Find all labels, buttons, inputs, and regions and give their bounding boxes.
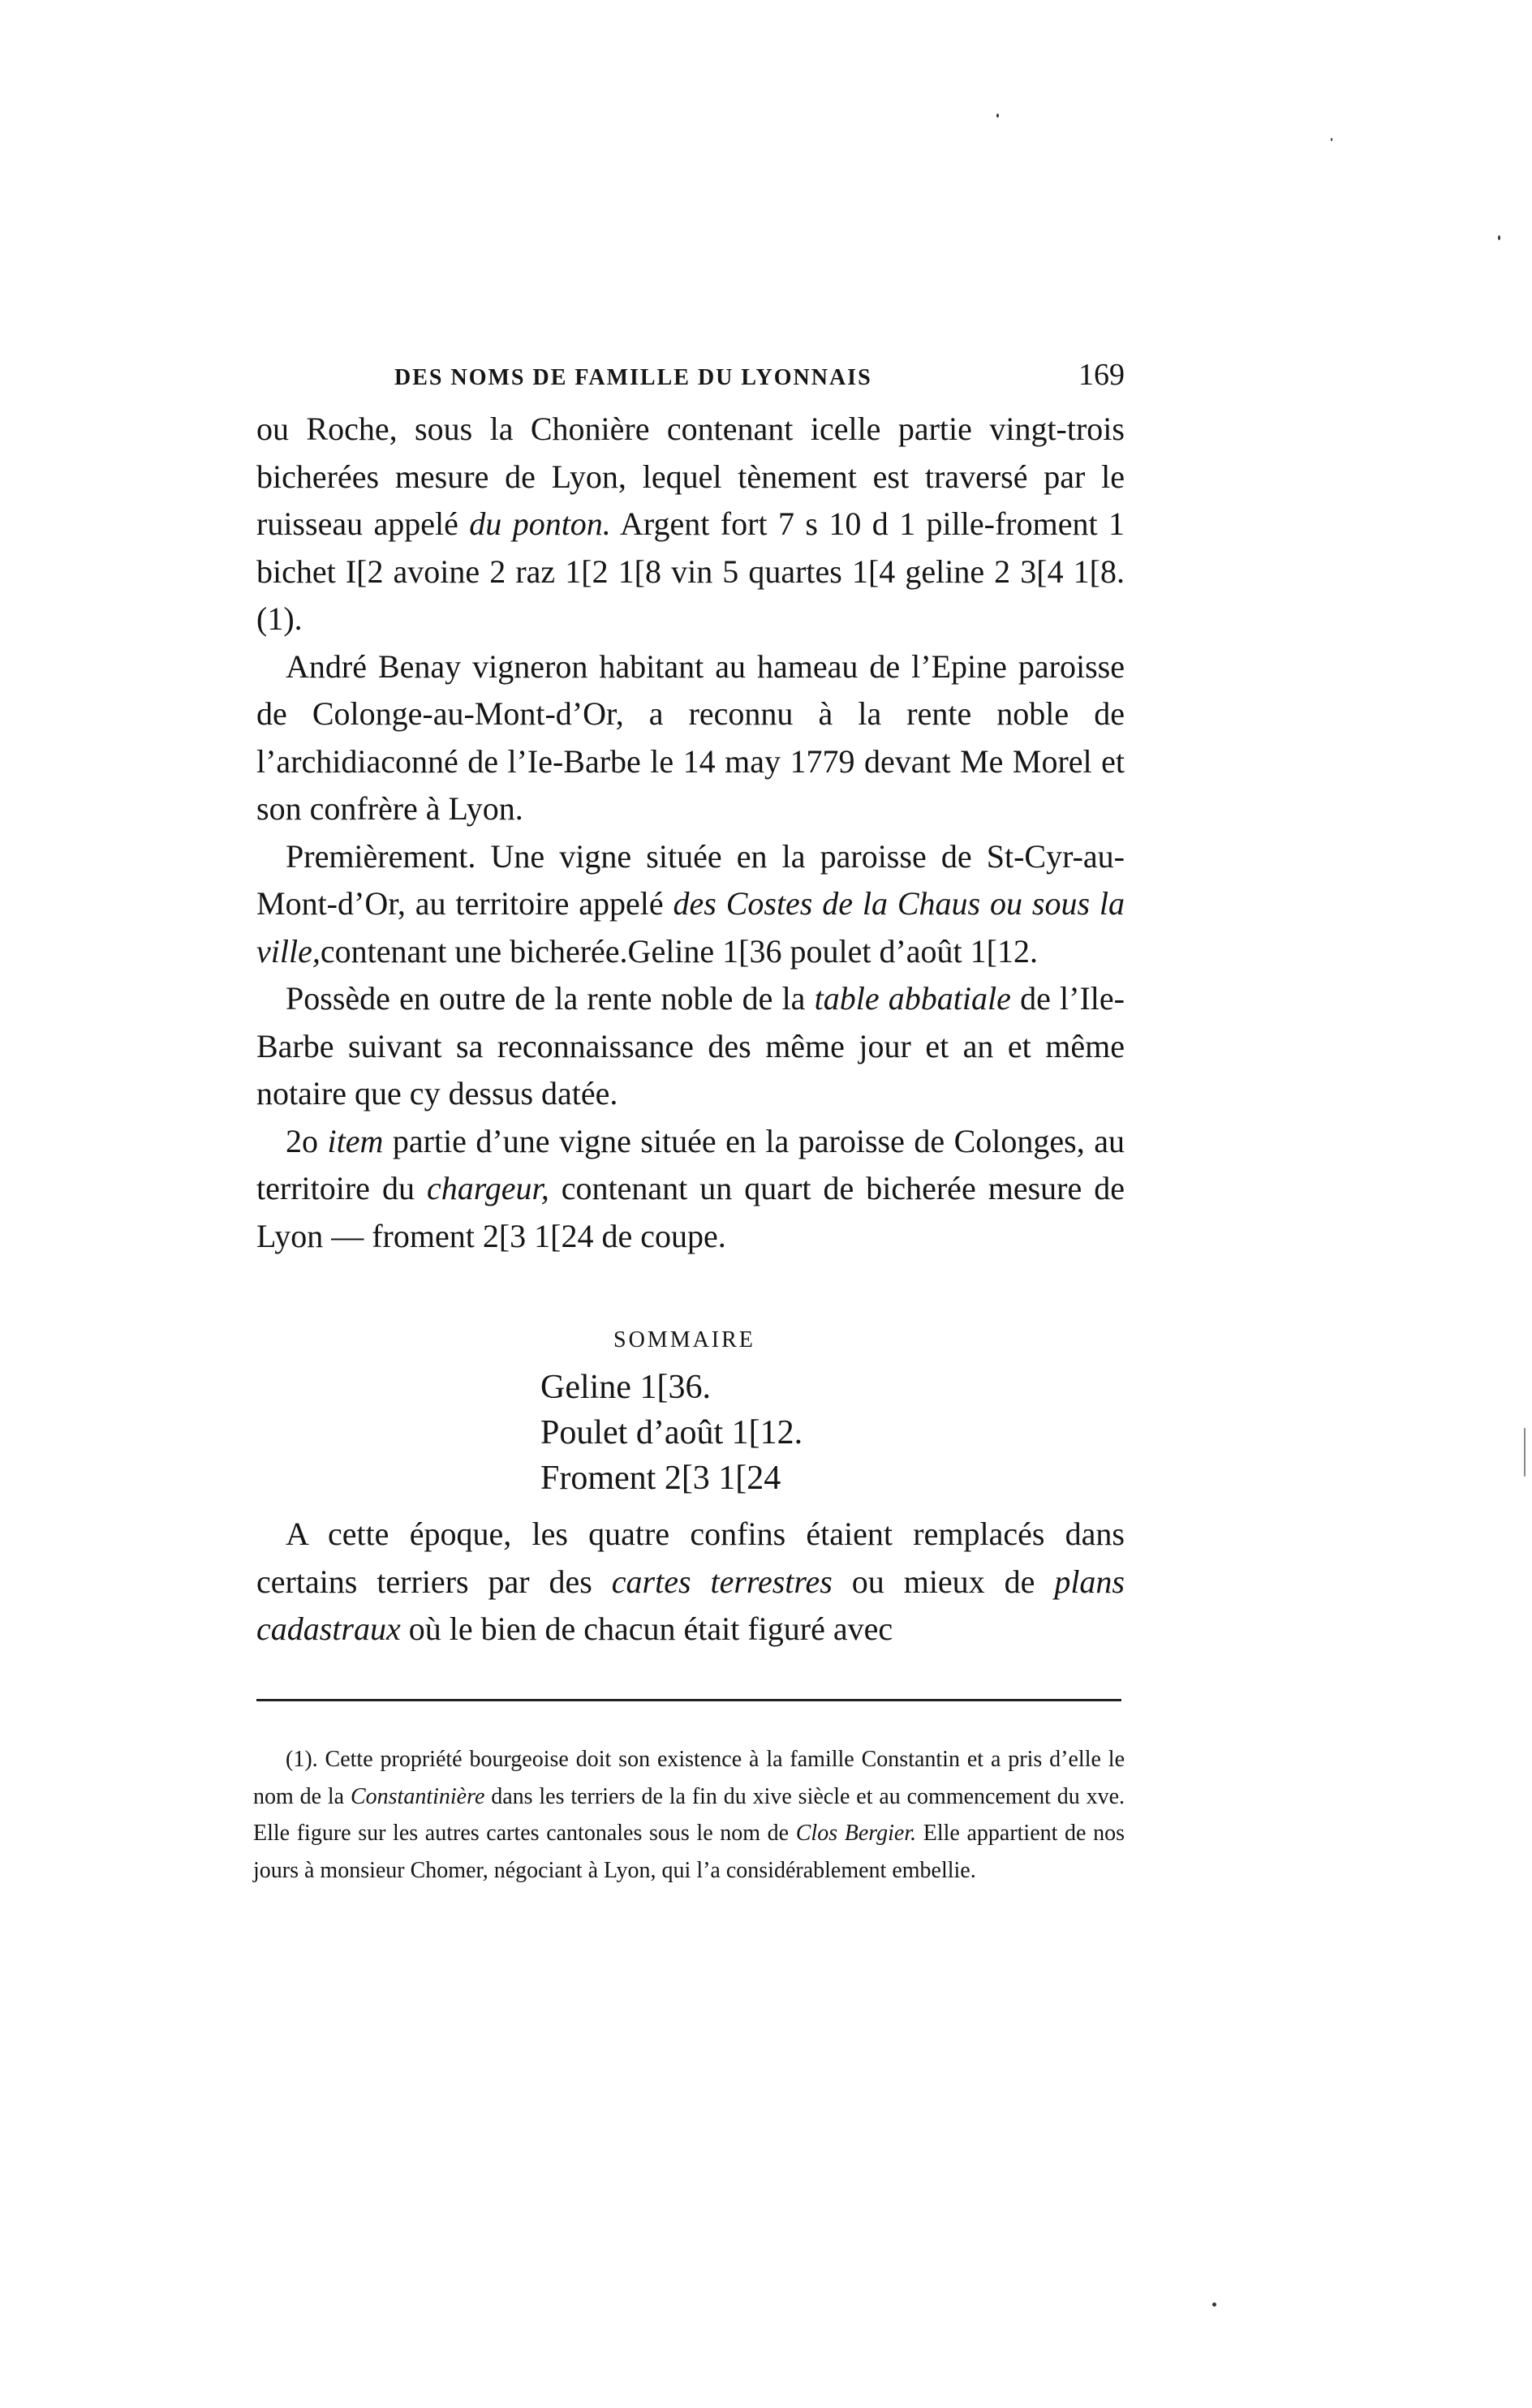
- paragraph-2: André Benay vigneron habitant au hameau de l’Epine paroisse de Colonge-au-Mont-d’Or, a reconnu à la rente noble de l’archidiaconné de l’Ie-Barbe le 14 may 1779 devant Me Morel et son confrère à Lyon.: [256, 647, 1125, 827]
- closing-paragraph: A cette époque, les quatre confins étaient remplacés dans certains terriers par des cartes terrestres ou mieux de plans cadastraux où le bien de chacun était figuré avec: [256, 1516, 1125, 1647]
- summary-line: Poulet d’août 1[12.: [540, 1414, 803, 1451]
- scan-speck: [996, 114, 999, 118]
- scan-speck: [1498, 235, 1500, 240]
- paragraph-1: ou Roche, sous la Chonière contenant icelle partie vingt-trois bicherées mesure de Lyon, lequel tènement est traversé par le ruisseau appelé du ponton. Argent fort 7 s 10 d 1 pille-froment 1 bichet I[2 avoine 2 raz 1[2 1[8 vin 5 quartes 1[4 geline 2 3[4 1[8. (1).: [256, 411, 1125, 637]
- paragraph-5: 2o item partie d’une vigne située en la paroisse de Colonges, au territoire du chargeur, contenant un quart de bicherée mesure de Lyon — froment 2[3 1[24 de coupe.: [256, 1122, 1125, 1254]
- footnote: (1). Cette propriété bourgeoise doit son existence à la famille Constantin et a pris d’elle le nom de la Constantinière dans les terriers de la fin du xive siècle et au commencement du xve. Elle figure sur les autres cartes cantonales sous le nom de Clos Bergier. Elle appartient de nos jours à monsieur Chomer, négociant à Lyon, qui l’a considérablement embellie.: [253, 1747, 1125, 1883]
- summary-line: Froment 2[3 1[24: [540, 1460, 781, 1497]
- main-text: [256, 406, 1125, 1260]
- summary-heading: SOMMAIRE: [613, 1327, 755, 1352]
- scan-speck: [1524, 1428, 1526, 1477]
- paragraph-4: Possède en outre de la rente noble de la table abbatiale de l’Ile-Barbe suivant sa reconnaissance des même jour et an et même notaire que cy dessus datée.: [256, 980, 1125, 1112]
- page-header: [256, 357, 1125, 406]
- page-number: 169: [1078, 358, 1125, 392]
- summary-lines: [540, 1365, 803, 1501]
- scan-speck: [1331, 138, 1332, 141]
- running-title: DES NOMS DE FAMILLE DU LYONNAIS: [394, 365, 872, 390]
- paragraph-3: Premièrement. Une vigne située en la paroisse de St-Cyr-au-Mont-d’Or, au territoire appelé des Costes de la Chaus ou sous la ville,contenant une bicherée.Geline 1[36 poulet d’août 1[12.: [256, 837, 1125, 970]
- scan-speck: [1212, 2303, 1216, 2307]
- summary-line: Geline 1[36.: [540, 1369, 711, 1406]
- footnote-divider: [256, 1699, 1121, 1701]
